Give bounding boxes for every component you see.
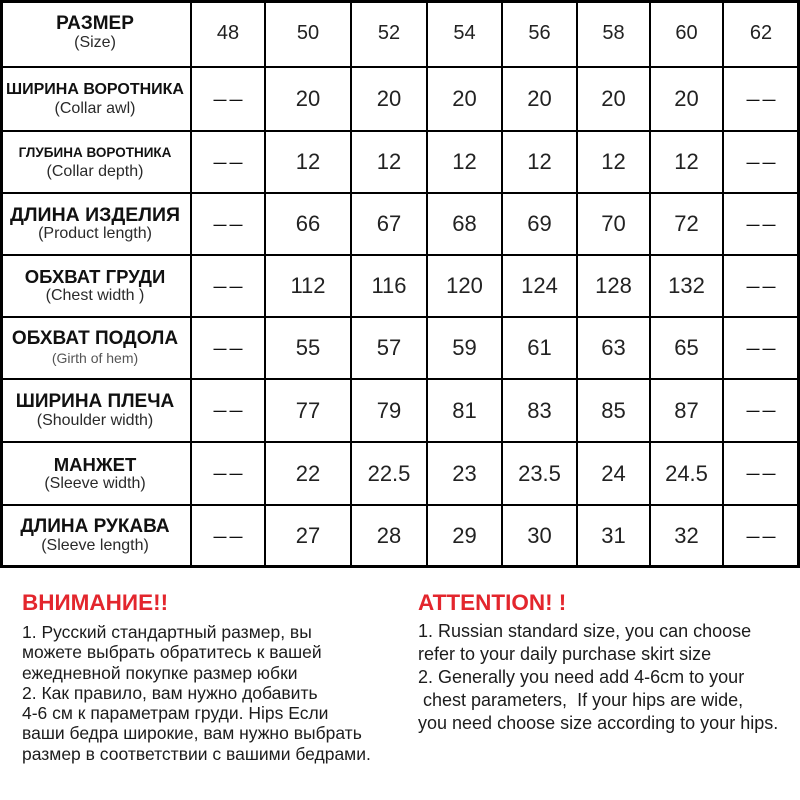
cell-sleeve-width-60: 24.5 — [651, 443, 724, 506]
cell-collar-awl-48: —— — [192, 68, 266, 132]
cell-product-length-56: 69 — [503, 194, 578, 256]
row-label-ru: ШИРИНА ВОРОТНИКА — [6, 81, 184, 98]
attention-notes-ru — [22, 589, 410, 764]
cell-sleeve-length-50: 27 — [266, 506, 352, 568]
cell-product-length-52: 67 — [352, 194, 428, 256]
cell-shoulder-width-54: 81 — [428, 380, 503, 443]
size-58-header: 58 — [578, 0, 651, 68]
cell-girth-of-hem-48: —— — [192, 318, 266, 380]
cell-sleeve-width-62: —— — [724, 443, 800, 506]
cell-sleeve-length-48: —— — [192, 506, 266, 568]
size-header-cell — [0, 0, 192, 68]
note-line-en: refer to your daily purchase skirt size — [418, 644, 712, 664]
cell-product-length-48: —— — [192, 194, 266, 256]
row-label-shoulder-width — [0, 380, 192, 443]
cell-collar-depth-54: 12 — [428, 132, 503, 194]
cell-shoulder-width-58: 85 — [578, 380, 651, 443]
cell-chest-width-60: 132 — [651, 256, 724, 318]
cell-collar-awl-52: 20 — [352, 68, 428, 132]
cell-collar-depth-52: 12 — [352, 132, 428, 194]
cell-shoulder-width-62: —— — [724, 380, 800, 443]
size-62-header: 62 — [724, 0, 800, 68]
size-header-sublabel: (Size) — [74, 34, 116, 51]
cell-chest-width-50: 112 — [266, 256, 352, 318]
cell-sleeve-width-50: 22 — [266, 443, 352, 506]
row-label-en: (Chest width ) — [45, 287, 145, 304]
cell-collar-depth-60: 12 — [651, 132, 724, 194]
cell-collar-depth-56: 12 — [503, 132, 578, 194]
cell-shoulder-width-56: 83 — [503, 380, 578, 443]
row-label-en: (Shoulder width) — [36, 411, 154, 429]
cell-sleeve-length-56: 30 — [503, 506, 578, 568]
cell-collar-awl-58: 20 — [578, 68, 651, 132]
cell-shoulder-width-50: 77 — [266, 380, 352, 443]
size-56-header: 56 — [503, 0, 578, 68]
note-line-ru: можете выбрать обратитесь к вашей — [22, 642, 322, 663]
cell-sleeve-width-54: 23 — [428, 443, 503, 506]
cell-sleeve-width-48: —— — [192, 443, 266, 506]
row-label-product-length — [0, 194, 192, 256]
cell-sleeve-length-62: —— — [724, 506, 800, 568]
cell-collar-depth-50: 12 — [266, 132, 352, 194]
note-line-ru: 2. Как правило, вам нужно добавить — [22, 682, 318, 703]
row-label-collar-depth — [0, 132, 192, 194]
attention-title-ru: ВНИМАНИЕ!! — [22, 590, 169, 615]
size-header-label: РАЗМЕР — [56, 13, 134, 34]
cell-collar-awl-60: 20 — [651, 68, 724, 132]
row-label-ru: ШИРИНА ПЛЕЧА — [15, 390, 175, 412]
cell-collar-depth-62: —— — [724, 132, 800, 194]
note-line-en: 1. Russian standard size, you can choose — [418, 621, 752, 641]
attention-notes-en — [418, 589, 798, 735]
cell-shoulder-width-60: 87 — [651, 380, 724, 443]
cell-collar-awl-50: 20 — [266, 68, 352, 132]
cell-chest-width-56: 124 — [503, 256, 578, 318]
size-54-header: 54 — [428, 0, 503, 68]
cell-girth-of-hem-56: 61 — [503, 318, 578, 380]
row-label-en: (Collar awl) — [54, 100, 136, 117]
cell-product-length-60: 72 — [651, 194, 724, 256]
cell-product-length-50: 66 — [266, 194, 352, 256]
cell-chest-width-58: 128 — [578, 256, 651, 318]
cell-sleeve-width-52: 22.5 — [352, 443, 428, 506]
row-label-collar-awl — [0, 68, 192, 132]
cell-product-length-62: —— — [724, 194, 800, 256]
cell-shoulder-width-48: —— — [192, 380, 266, 443]
note-line-ru: 1. Русский стандартный размер, вы — [22, 622, 312, 642]
note-line-en: 2. Generally you need add 4-6cm to your — [418, 667, 745, 687]
note-line-ru: размер в соответствии с вашими бедрами. — [22, 743, 371, 764]
cell-chest-width-48: —— — [192, 256, 266, 318]
row-label-girth-of-hem — [0, 318, 192, 380]
row-label-ru: ОБХВАТ ПОДОЛА — [11, 328, 179, 349]
cell-sleeve-length-58: 31 — [578, 506, 651, 568]
row-label-en: (Sleeve length) — [41, 537, 149, 554]
cell-girth-of-hem-60: 65 — [651, 318, 724, 380]
row-label-ru: МАНЖЕТ — [53, 453, 137, 475]
cell-collar-awl-62: —— — [724, 68, 800, 132]
cell-collar-awl-54: 20 — [428, 68, 503, 132]
size-50-header: 50 — [266, 0, 352, 68]
cell-collar-depth-48: —— — [192, 132, 266, 194]
cell-product-length-54: 68 — [428, 194, 503, 256]
size-48-header: 48 — [192, 0, 266, 68]
cell-girth-of-hem-54: 59 — [428, 318, 503, 380]
cell-collar-depth-58: 12 — [578, 132, 651, 194]
row-label-ru: ГЛУБИНА ВОРОТНИКА — [18, 145, 172, 160]
row-label-en: (Collar depth) — [46, 163, 144, 180]
note-line-ru: 4-6 см к параметрам груди. Hips Если — [22, 703, 329, 724]
cell-girth-of-hem-58: 63 — [578, 318, 651, 380]
attention-title-en: ATTENTION! ! — [418, 590, 567, 615]
size-52-header: 52 — [352, 0, 428, 68]
note-line-ru: ежедневной покупке размер юбки — [22, 662, 298, 683]
row-label-sleeve-length — [0, 506, 192, 568]
cell-girth-of-hem-50: 55 — [266, 318, 352, 380]
cell-chest-width-52: 116 — [352, 256, 428, 318]
cell-shoulder-width-52: 79 — [352, 380, 428, 443]
note-body-en — [418, 620, 798, 735]
cell-girth-of-hem-52: 57 — [352, 318, 428, 380]
cell-product-length-58: 70 — [578, 194, 651, 256]
cell-sleeve-length-52: 28 — [352, 506, 428, 568]
cell-sleeve-length-54: 29 — [428, 506, 503, 568]
cell-chest-width-62: —— — [724, 256, 800, 318]
row-label-sleeve-width — [0, 443, 192, 506]
row-label-en: (Sleeve width) — [44, 474, 146, 492]
cell-sleeve-length-60: 32 — [651, 506, 724, 568]
row-label-en: (Product length) — [38, 225, 152, 242]
cell-sleeve-width-58: 24 — [578, 443, 651, 506]
cell-girth-of-hem-62: —— — [724, 318, 800, 380]
row-label-ru: ДЛИНА ИЗДЕЛИЯ — [9, 204, 180, 226]
size-60-header: 60 — [651, 0, 724, 68]
row-label-chest-width — [0, 256, 192, 318]
note-body-ru — [22, 622, 410, 764]
cell-collar-awl-56: 20 — [503, 68, 578, 132]
note-line-en: chest parameters, If your hips are wide, — [418, 690, 744, 710]
note-line-en: you need choose size according to your hips. — [418, 713, 779, 733]
row-label-en: (Girth of hem) — [51, 350, 139, 366]
note-line-ru: ваши бедра широкие, вам нужно выбрать — [22, 723, 362, 744]
row-label-ru: ДЛИНА РУКАВА — [20, 516, 170, 537]
cell-sleeve-width-56: 23.5 — [503, 443, 578, 506]
cell-chest-width-54: 120 — [428, 256, 503, 318]
row-label-ru: ОБХВАТ ГРУДИ — [24, 266, 166, 287]
